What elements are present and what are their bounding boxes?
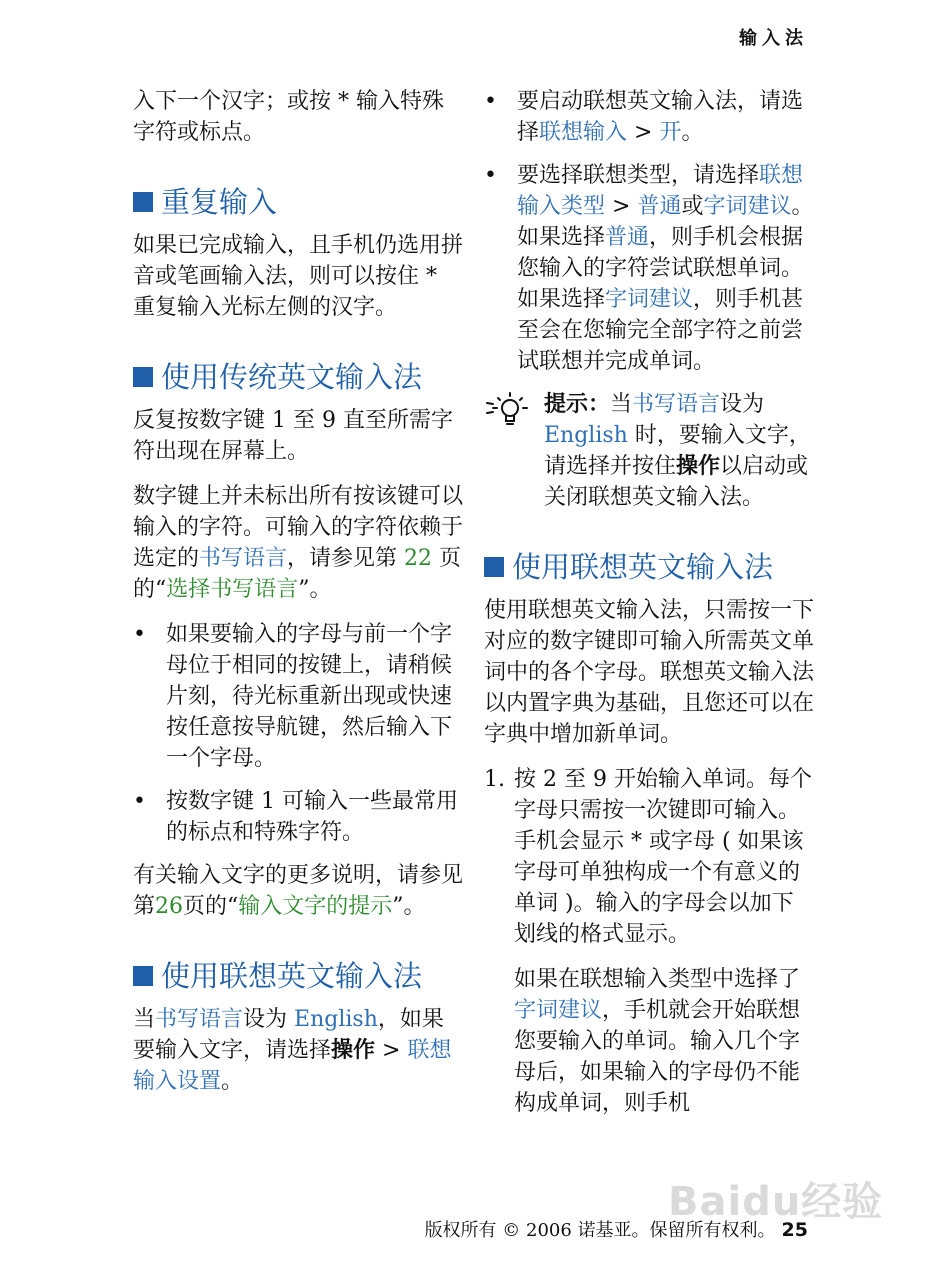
heading-square-icon — [133, 966, 153, 986]
list-item: • 按数字键 1 可输入一些最常用的标点和特殊字符。 — [133, 786, 463, 848]
page-ref-26[interactable]: 26 — [155, 894, 184, 919]
step-number: 1. — [484, 767, 505, 792]
link-word-suggestions[interactable]: 字词建议 — [703, 194, 792, 219]
link-word-suggestions[interactable]: 字词建议 — [605, 287, 694, 312]
heading-text: 使用传统英文输入法 — [161, 360, 423, 394]
link-writing-language[interactable]: 书写语言 — [199, 546, 288, 571]
page-ref-22[interactable]: 22 — [404, 546, 433, 571]
link-predictive-input[interactable]: 联想输入 — [539, 120, 628, 145]
lightbulb-icon — [484, 389, 544, 513]
list-item — [484, 764, 814, 1119]
heading-square-icon — [133, 367, 153, 387]
link-english[interactable]: English — [544, 423, 628, 448]
paragraph-predictive-intro: 使用联想英文输入法，只需按一下对应的数字键即可输入所需英文单词中的各个字母。联想英文输入法以内置字典为基础，且您还可以在字典中增加新单词。 — [484, 598, 815, 747]
paragraph-repeat: 如果已完成输入，且手机仍选用拼音或笔画输入法，则可以按住 * 重复输入光标左侧的汉字。 — [133, 233, 464, 320]
paragraph-predictive-setup: 当书写语言设为 English，如果要输入文字，请选择操作 > 联想输入设置。 — [133, 1007, 452, 1094]
link-normal[interactable]: 普通 — [605, 225, 650, 250]
link-word-suggestions[interactable]: 字词建议 — [514, 998, 603, 1023]
link-writing-language[interactable]: 书写语言 — [632, 392, 721, 417]
heading-text: 使用联想英文输入法 — [161, 959, 423, 993]
link-select-writing-language[interactable]: 选择书写语言 — [166, 577, 299, 602]
bullet-icon: • — [484, 89, 497, 114]
heading-text: 使用联想英文输入法 — [512, 550, 774, 584]
paragraph-traditional-2: 数字键上并未标出所有按该键可以输入的字符。可输入的字符依赖于选定的书写语言，请参见第 22 页的“选择书写语言”。 — [133, 484, 464, 602]
page-footer — [425, 1216, 808, 1242]
link-input-tips[interactable]: 输入文字的提示 — [238, 894, 393, 919]
menu-options: 操作 — [331, 1038, 376, 1063]
heading-predictive-input — [484, 547, 814, 587]
tip-box — [484, 389, 814, 513]
link-predictive-settings[interactable]: 联想输入设置 — [133, 1038, 452, 1094]
link-english[interactable]: English — [294, 1007, 378, 1032]
menu-options: 操作 — [676, 454, 721, 479]
bullet-list-predictive — [484, 86, 814, 377]
bullet-icon: • — [133, 622, 146, 647]
heading-square-icon — [484, 557, 504, 577]
tip-text: 提示：当书写语言设为 English 时，要输入文字，请选择并按住操作以启动或关闭联想英文输入法。 — [544, 392, 811, 510]
bullet-list-traditional — [133, 619, 463, 848]
link-predictive-type[interactable]: 联想输入类型 — [517, 163, 804, 219]
copyright-text: 版权所有 © 2006 诺基亚。保留所有权利。 — [424, 1220, 776, 1241]
list-item: • 要选择联想类型，请选择联想输入类型 > 普通或字词建议。如果选择普通，则手机会根据您输入的字符尝试联想单词。如果选择字词建议，则手机甚至会在您输完全部字符之前尝试联想并完成单词。 — [484, 160, 814, 377]
step-list — [484, 764, 814, 1119]
step-text-continued: 如果在联想输入类型中选择了字词建议，手机就会开始联想您要输入的单词。输入几个字母后，如果输入的字母仍不能构成单词，则手机 — [514, 967, 801, 1116]
heading-square-icon — [133, 192, 153, 212]
right-column — [484, 86, 814, 1133]
link-writing-language[interactable]: 书写语言 — [155, 1007, 244, 1032]
tip-label: 提示： — [544, 392, 611, 417]
page-number: 25 — [781, 1219, 808, 1241]
bullet-icon: • — [133, 789, 146, 814]
heading-repeat-input — [133, 182, 463, 222]
baidu-watermark-logo: Baidu经验 — [668, 1179, 884, 1225]
link-on[interactable]: 开 — [659, 120, 682, 145]
paragraph-traditional-1: 反复按数字键 1 至 9 直至所需字符出现在屏幕上。 — [133, 408, 453, 464]
paragraph-continued: 入下一个汉字；或按 * 输入特殊字符或标点。 — [133, 89, 444, 145]
bullet-icon: • — [484, 163, 497, 188]
heading-text: 重复输入 — [161, 185, 278, 219]
list-item: • 如果要输入的字母与前一个字母位于相同的按键上，请稍候片刻，待光标重新出现或快速按任意按导航键，然后输入下一个字母。 — [133, 619, 463, 774]
list-item: • 要启动联想英文输入法，请选择联想输入 > 开。 — [484, 86, 814, 148]
left-column — [133, 86, 463, 1111]
heading-predictive-input — [133, 956, 463, 996]
heading-traditional-input — [133, 357, 463, 397]
paragraph-more-info: 有关输入文字的更多说明，请参见第26页的“输入文字的提示”。 — [133, 863, 464, 919]
step-text: 按 2 至 9 开始输入单词。每个字母只需按一次键即可输入。手机会显示 * 或字母 ( 如果该字母可单独构成一个有意义的单词 )。输入的字母会以加下划线的格式显示。 — [514, 767, 812, 947]
link-normal[interactable]: 普通 — [637, 194, 682, 219]
page-header-title: 输入法 — [739, 28, 808, 49]
